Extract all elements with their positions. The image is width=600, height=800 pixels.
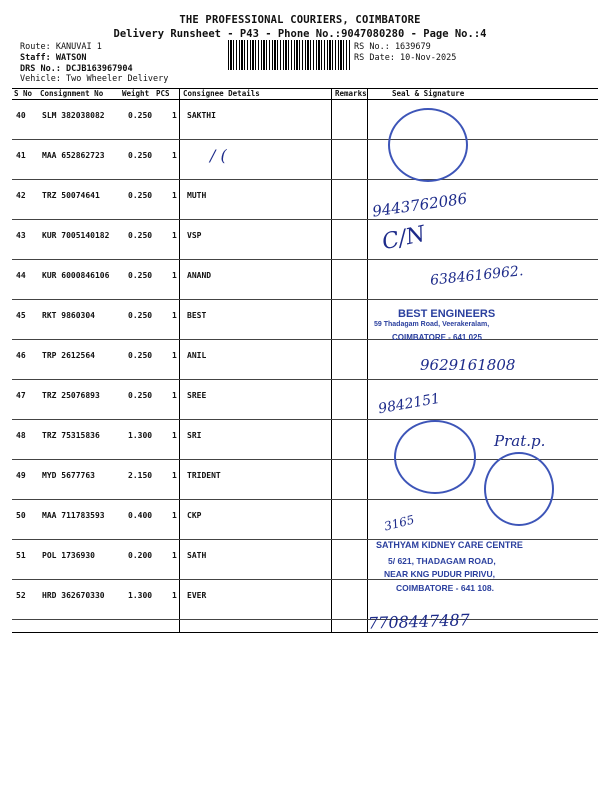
table-row <box>12 220 598 260</box>
sathyam-stamp-address-3: COIMBATORE - 641 108. <box>396 583 494 593</box>
cell-consignment: KUR 6000846106 <box>42 271 110 280</box>
cell-consignee: MUTH <box>187 191 207 200</box>
col-weight: Weight <box>122 89 150 98</box>
cell-pcs: 1 <box>172 391 177 400</box>
cell-sno: 52 <box>16 591 26 600</box>
cell-consignee: SAKTHI <box>187 111 216 120</box>
cell-weight: 1.300 <box>128 431 153 440</box>
cell-consignment: TRZ 50074641 <box>42 191 100 200</box>
cell-pcs: 1 <box>172 551 177 560</box>
cell-pcs: 1 <box>172 351 177 360</box>
cell-consignee: SATH <box>187 551 207 560</box>
table-row <box>12 180 598 220</box>
cell-sno: 49 <box>16 471 26 480</box>
cell-consignment: MYD 5677763 <box>42 471 95 480</box>
cell-pcs: 1 <box>172 471 177 480</box>
drs-number: DRS No.: DCJB163967904 <box>20 64 133 74</box>
col-pcs: PCS <box>156 89 170 98</box>
cell-weight: 0.250 <box>128 191 153 200</box>
best-engineers-stamp-address-2: COIMBATORE - 641 025 <box>392 333 482 342</box>
cell-consignment: RKT 9860304 <box>42 311 95 320</box>
cell-sno: 48 <box>16 431 26 440</box>
col-sno: S No <box>14 89 33 98</box>
header-company: THE PROFESSIONAL COURIERS, COIMBATORE <box>179 14 421 26</box>
row42-phone-handwriting: 9443762086 <box>371 189 469 221</box>
cell-sno: 43 <box>16 231 26 240</box>
cell-consignee: EVER <box>187 591 207 600</box>
cell-consignment: TRZ 25076893 <box>42 391 100 400</box>
rs-number: RS No.: 1639679 <box>354 42 431 52</box>
cell-weight: 0.250 <box>128 231 153 240</box>
cell-consignment: POL 1736930 <box>42 551 95 560</box>
cell-pcs: 1 <box>172 271 177 280</box>
cell-pcs: 1 <box>172 431 177 440</box>
header-runsheet: Delivery Runsheet - P43 - Phone No.:9047080280 - Page No.:4 <box>113 28 487 40</box>
cell-sno: 44 <box>16 271 26 280</box>
cell-weight: 0.250 <box>128 391 153 400</box>
cell-weight: 0.250 <box>128 351 153 360</box>
route: Route: KANUVAI 1 <box>20 42 102 52</box>
circle-stamp-1 <box>388 108 468 182</box>
cell-consignee: ANIL <box>187 351 207 360</box>
cell-weight: 0.250 <box>128 151 153 160</box>
cell-sno: 42 <box>16 191 26 200</box>
cell-consignee: VSP <box>187 231 202 240</box>
row47-phone-handwriting: 9842151 <box>377 390 442 418</box>
circle-stamp-2 <box>394 420 476 494</box>
cell-weight: 0.250 <box>128 311 153 320</box>
sathyam-stamp-name: SATHYAM KIDNEY CARE CENTRE <box>376 540 523 550</box>
cell-pcs: 1 <box>172 231 177 240</box>
cell-weight: 1.300 <box>128 591 153 600</box>
cell-weight: 0.400 <box>128 511 153 520</box>
cell-consignment: MAA 711783593 <box>42 511 105 520</box>
table-row <box>12 300 598 340</box>
table-row <box>12 380 598 420</box>
cell-weight: 0.200 <box>128 551 153 560</box>
cell-sno: 45 <box>16 311 26 320</box>
cell-pcs: 1 <box>172 151 177 160</box>
best-engineers-stamp-name: BEST ENGINEERS <box>398 308 496 320</box>
cell-consignee: TRIDENT <box>187 471 221 480</box>
cell-sno: 50 <box>16 511 26 520</box>
row52-phone-handwriting: 7708447487 <box>367 610 471 633</box>
row-separator <box>12 619 598 620</box>
cell-consignee: BEST <box>187 311 207 320</box>
cell-consignment: SLM 382038082 <box>42 111 105 120</box>
cell-consignment: TRZ 75315836 <box>42 431 100 440</box>
circle-stamp-3 <box>484 452 554 526</box>
cell-consignment: TRP 2612564 <box>42 351 95 360</box>
row46-phone-handwriting: 9629161808 <box>420 356 516 374</box>
cell-consignment: MAA 652862723 <box>42 151 105 160</box>
cell-sno: 41 <box>16 151 26 160</box>
cell-sno: 40 <box>16 111 26 120</box>
sathyam-stamp-address-2: NEAR KNG PUDUR PIRIVU, <box>384 569 495 579</box>
cell-pcs: 1 <box>172 311 177 320</box>
cell-pcs: 1 <box>172 511 177 520</box>
col-consignee: Consignee Details <box>183 89 260 98</box>
cell-consignment: KUR 7005140182 <box>42 231 110 240</box>
table-row <box>12 100 598 140</box>
cell-pcs: 1 <box>172 591 177 600</box>
cell-consignment: HRD 362670330 <box>42 591 105 600</box>
col-seal: Seal & Signature <box>392 89 465 98</box>
vehicle: Vehicle: Two Wheeler Delivery <box>20 74 169 84</box>
cell-consignee: CKP <box>187 511 202 520</box>
staff: Staff: WATSON <box>20 53 87 63</box>
cell-consignee: SRI <box>187 431 202 440</box>
row41-remark-handwriting: / ( <box>210 146 227 165</box>
sathyam-stamp-address-1: 5/ 621, THADAGAM ROAD, <box>388 556 496 566</box>
table-row <box>12 580 598 620</box>
cell-consignee: SREE <box>187 391 207 400</box>
cell-consignee: ANAND <box>187 271 212 280</box>
cell-weight: 0.250 <box>128 111 153 120</box>
row43-cn-handwriting: C/N <box>379 221 428 256</box>
rs-date: RS Date: 10-Nov-2025 <box>354 53 457 63</box>
cell-sno: 51 <box>16 551 26 560</box>
cell-weight: 0.250 <box>128 271 153 280</box>
row44-phone-handwriting: 6384616962. <box>429 263 525 289</box>
barcode <box>228 40 350 70</box>
cell-sno: 46 <box>16 351 26 360</box>
table-bottom-rule <box>12 632 598 633</box>
cell-pcs: 1 <box>172 111 177 120</box>
row50-note-handwriting: 3165 <box>382 512 416 534</box>
col-remarks: Remarks <box>335 89 367 98</box>
cell-sno: 47 <box>16 391 26 400</box>
table-row <box>12 140 598 180</box>
col-consignment: Consignment No <box>40 89 104 98</box>
cell-weight: 2.150 <box>128 471 153 480</box>
best-engineers-stamp-address-1: 59 Thadagam Road, Veerakeralam, <box>374 321 490 328</box>
row48-name-handwriting: Prat.p. <box>494 432 546 450</box>
cell-pcs: 1 <box>172 191 177 200</box>
